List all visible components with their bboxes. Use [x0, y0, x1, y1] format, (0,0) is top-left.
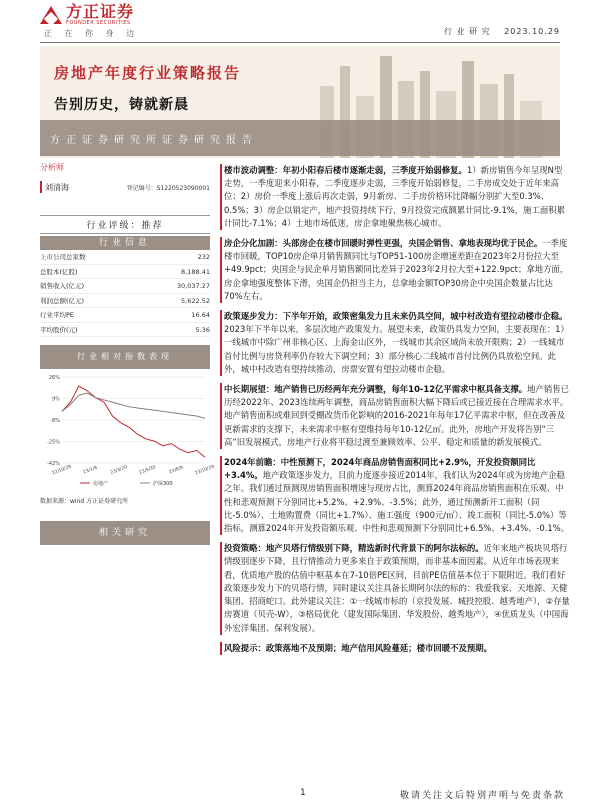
analyst-heading: 分析师 — [40, 163, 64, 172]
summary-paragraph — [220, 642, 570, 655]
summary-paragraph — [220, 542, 570, 634]
analyst-reg: 登记编号：S1220523090001 — [126, 184, 210, 192]
legend-label: 沪深300 — [153, 481, 173, 487]
page-header — [0, 0, 600, 50]
info-key: 行业平均PE — [40, 311, 75, 319]
paragraph-lead: 中长期展望：地产销售已历经两年充分调整，每年10-12亿平需求中枢具备支撑。 — [224, 384, 528, 395]
info-key: 上市公司总家数 — [40, 253, 86, 261]
report-title: 房地产年度行业策略报告 — [54, 64, 242, 82]
info-row — [40, 265, 210, 280]
info-key: 利润总额(亿元) — [40, 296, 85, 305]
info-table — [40, 250, 210, 337]
summary-paragraph — [220, 164, 570, 230]
relative-index-chart — [40, 371, 216, 489]
logo-cn: 方正证券 — [66, 2, 135, 21]
y-tick-label: -25% — [47, 439, 60, 446]
logo — [40, 4, 134, 26]
paragraph-lead: 投资策略：地产贝塔行情级别下降，精选新时代背景下的阿尔法标的。 — [224, 543, 484, 554]
paragraph-lead: 政策逐步发力：下半年开始，政策密集发力且未来仍具空间，城中村改造有望拉动楼市企稳。 — [224, 311, 568, 322]
legend-label: 房地产 — [93, 481, 109, 487]
report-subtitle: 告别历史，铸就新晨 — [54, 97, 189, 113]
chart-heading: 行业相对指数表现 — [40, 345, 210, 369]
info-value: 8,188.41 — [181, 267, 210, 276]
x-tick-label: 22/10/29 — [51, 464, 73, 477]
paragraph-text: 近年来地产板块贝塔行情级别逐步下降，且行情推动力更多来自于政策预期，而非基本面因素。从近年市场表现来看，优质地产股的估值中枢基本在7-10倍PE区间，目前PE估值基本位于下限附近。我们看好政策逐步发力下的贝塔行情，同时建议关注具备长期阿尔法的标的：我爱我家、天地源、天健集团、招商蛇口。此外建议关注：①一线城市标的（京投发展、城投控股、越秀地产），②存量房赛道（贝壳-W），③格局优化（建发国际集团、华发股份、越秀地产），④优质龙头（中国海外宏洋集团、保利发展）。 — [224, 543, 570, 633]
paragraph-text: 1）新房销售今年呈现N型走势，一季度迎来小阳春，二季度逐步走弱，三季度开始弱修复，二手房成交处于近年来高位；2）房价一季度上涨后再次走弱，9月新房、二手房价格环比降幅分别扩大至0.3%、0.5%；3）房企以销定产，地产投资持续下行，9月投资完成额累计同比-9.1%，施工面积累计同比-7.1%；4）土地市场低迷，房企拿地聚焦核心城市。 — [224, 165, 565, 228]
analyst-row — [40, 181, 210, 193]
y-tick-label: -8% — [50, 418, 60, 424]
institute-strip: 方正证券研究所证券研究报告 — [40, 120, 560, 156]
x-tick-label: 23/1/8 — [82, 465, 99, 476]
disclaimer-note: 敬请关注文后特别声明与免责条款 — [400, 791, 566, 801]
x-tick-label: 23/10/29 — [194, 464, 216, 477]
series-line-1 — [62, 393, 205, 418]
logo-en: FOUNDER SECURITIES — [66, 20, 131, 26]
report-type: 行 业 研 究 — [444, 27, 491, 36]
paragraph-lead: 2024年前瞻：中性预测下，2024年商品房销售面积同比+2.9%，开发投资额同比+3.4%。 — [224, 457, 536, 481]
x-tick-label: 23/3/20 — [110, 465, 129, 476]
info-key: 销售收入(亿元) — [40, 282, 85, 290]
summary-body — [220, 164, 570, 662]
info-row — [40, 250, 210, 265]
header-divider — [40, 42, 560, 43]
paragraph-text: 地产政策逐步发力，目前力度逐步接近2014年，我们认为2024年或为房地产企稳之年。我们通过预测现房销售面积增速与现房占比，测算2024年商品房销售面积在乐观、中性和悲观预测下分别同比+5.2%、+2.9%、-3.5%；此外，通过预测新开工面积（同比-5.0%）、土地购置费（同比+1.7%）、施工强度（900元/㎡）、竣工面积（同比-5.0%）等指标，测算2024年开发投资额乐观、中性和悲观预测下分别同比+6.5%、+3.4%、-0.1%。 — [224, 470, 570, 534]
y-tick-label: 26% — [48, 375, 60, 381]
page-number: 1 — [300, 788, 306, 798]
y-tick-label: -42% — [47, 461, 60, 467]
info-row — [40, 279, 210, 294]
paragraph-text: 地产销售已历经2022年、2023连续两年调整，商品房销售面积大幅下降后或已接近接在合理需求水平。地产销售面积或难回到受棚改货币化影响的2016-2021年每年17亿平需求中枢，但在改善及更新需求的支撑下，未来需求中枢有望维持每年10-12亿㎡。此外，房地产开发将告别“三高”旧发展模式，房地产行业将平稳过渡至兼顾效率、公平、稳定和质量的新发展模式。 — [224, 384, 570, 447]
x-tick-label: 23/5/30 — [138, 465, 157, 476]
info-heading: 行业信息 — [40, 236, 210, 250]
info-row — [40, 323, 210, 338]
analyst-name: 刘清海 — [45, 182, 69, 192]
industry-rating: 行业评级：推荐 — [40, 215, 210, 234]
related-heading: 相关研究 — [40, 521, 210, 545]
paragraph-text: 一季度楼市回暖，TOP10房企单月销售额同比与TOP51-100房企增速差距在2023年2月份拉大至+49.9pct；央国企与民企单月销售额同比差异于2023年2月拉大至+122.9pct；拿地方面，房企拿地强度整体下滑，央国企仍担当主力，总拿地金额TOP30房企中央国企数量占比达70%左右。 — [224, 238, 569, 301]
info-key: 总股本(亿股) — [40, 267, 78, 276]
y-tick-label: 9% — [52, 396, 60, 403]
info-value: 5,622.52 — [181, 296, 210, 305]
info-value: 232 — [197, 253, 210, 261]
x-tick-label: 23/8/9 — [168, 465, 184, 476]
info-value: 30,037.27 — [176, 282, 210, 290]
report-date: 2023.10.29 — [504, 27, 560, 36]
paragraph-lead: 房企分化加剧：头部房企在楼市回暖时弹性更强，央国企销售、拿地表现均优于民企。 — [224, 238, 543, 249]
chart-source: 数据来源：wind 方正证券研究所 — [40, 498, 129, 505]
info-value: 5.36 — [195, 325, 210, 334]
summary-paragraph — [220, 456, 570, 535]
summary-paragraph — [220, 237, 570, 303]
info-row — [40, 308, 210, 323]
paragraph-text: 2023年下半年以来，多层次地产政策发力。展望未来，政策仍具发力空间，主要表现在：1）一线城市中除广州非核心区、上海金山区外，一线城市其余区域尚未放开限购；2）一线城市首付比例与房贷利率仍存较大下调空间；3）部分核心二线城市首付比例仍具放松空间。此外，城中村改造有望持续推动，房票安置有望拉动楼市企稳。 — [224, 324, 569, 374]
info-key: 平均股价(元) — [40, 325, 78, 334]
info-value: 16.64 — [191, 311, 210, 319]
slogan: 正 在 你 身 边 — [44, 29, 140, 38]
paragraph-lead: 风险提示：政策落地不及预期；地产信用风险蔓延；楼市回暖不及预期。 — [224, 642, 492, 653]
summary-paragraph — [220, 310, 570, 376]
summary-paragraph — [220, 383, 570, 449]
paragraph-lead: 楼市波动调整：年初小阳春后楼市逐渐走弱，三季度开始弱修复。 — [224, 165, 467, 175]
info-row — [40, 294, 210, 309]
sidebar — [40, 162, 216, 545]
series-line-0 — [62, 386, 205, 457]
logo-icon — [40, 4, 62, 26]
